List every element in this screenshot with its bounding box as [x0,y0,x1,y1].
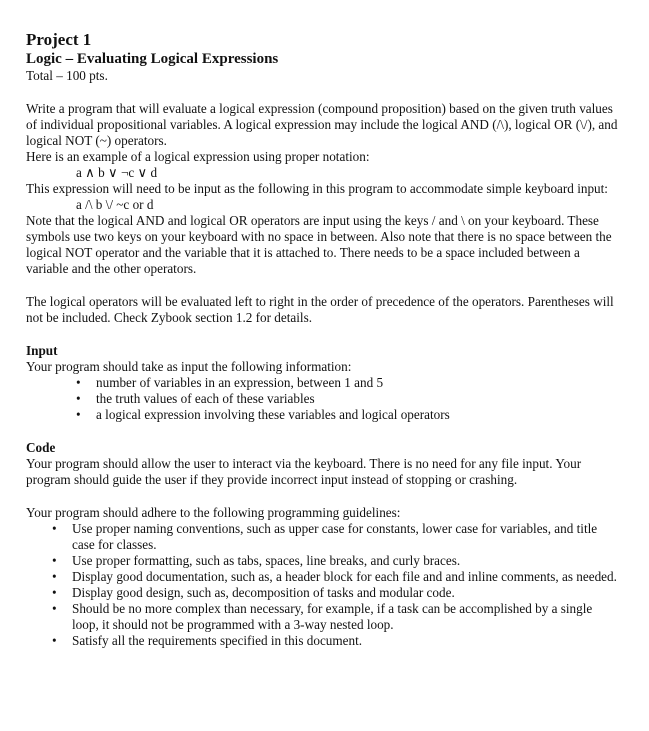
bullet-icon: • [52,585,57,600]
list-item: • Display good documentation, such as, a header block for each file and and inline comments, as needed. [52,569,617,584]
document-title: Project 1 [26,30,92,49]
list-item: • Use proper formatting, such as tabs, spaces, line breaks, and curly braces. [52,553,461,568]
precedence-paragraph: The logical operators will be evaluated left to right in the order of precedence of the operators. Parentheses will not be included. Check Zybook section 1.2 for details. [26,294,614,325]
input-list [26,375,621,423]
list-item: • Display good design, such as, decomposition of tasks and modular code. [52,585,455,600]
bullet-icon: • [76,375,81,390]
list-item: • a logical expression involving these variables and logical operators [76,407,450,422]
bullet-icon: • [52,601,57,616]
bullet-icon: • [52,553,57,568]
list-item: • Use proper naming conventions, such as upper case for constants, lower case for variables, and title case for classes. [52,521,598,552]
document-subtitle: Logic – Evaluating Logical Expressions [26,51,279,67]
code-paragraph: Your program should allow the user to interact via the keyboard. There is no need for any file input. Your program should guide the user if they provide incorrect input instead of stopping or crashing. [26,456,582,487]
guidelines-lead: Your program should adhere to the following programming guidelines: [26,505,401,520]
list-item: • Satisfy all the requirements specified in this document. [52,633,363,648]
input-lead: Your program should take as input the following information: [26,359,352,374]
bullet-icon: • [76,407,81,422]
bullet-icon: • [76,391,81,406]
example-expression-notation: a ∧ b ∨ ¬c ∨ d [76,165,158,180]
points-total: Total – 100 pts. [26,68,108,83]
list-item: • the truth values of each of these variables [76,391,315,406]
operator-note-paragraph: Note that the logical AND and logical OR operators are input using the keys / and \ on your keyboard. These symbols use two keys on your keyboard with no space in between. Also note that there is no space between the logical NOT operator and the variable that it is attached to. There needs to be a space included between a variable and the other operators. [26,213,612,276]
list-item: • Should be no more complex than necessary, for example, if a task can be accomplished by a single loop, it should not be programmed with a 3-way nested loop. [52,601,593,632]
bullet-icon: • [52,633,57,648]
list-item: • number of variables in an expression, between 1 and 5 [76,375,384,390]
example-intro: Here is an example of a logical expression using proper notation: [26,149,370,164]
input-heading: Input [26,343,58,358]
keyboard-input-paragraph: This expression will need to be input as the following in this program to accommodate simple keyboard input: [26,181,608,196]
bullet-icon: • [52,569,57,584]
example-expression-keyboard: a /\ b \/ ~c or d [76,197,154,212]
bullet-icon: • [52,521,57,536]
code-heading: Code [26,440,56,455]
intro-paragraph: Write a program that will evaluate a logical expression (compound proposition) based on the given truth values of individual propositional variables. A logical expression may include the logical AND (/\), logical OR (\/), and logical NOT (~) operators. [26,101,618,148]
guidelines-list [26,521,621,649]
